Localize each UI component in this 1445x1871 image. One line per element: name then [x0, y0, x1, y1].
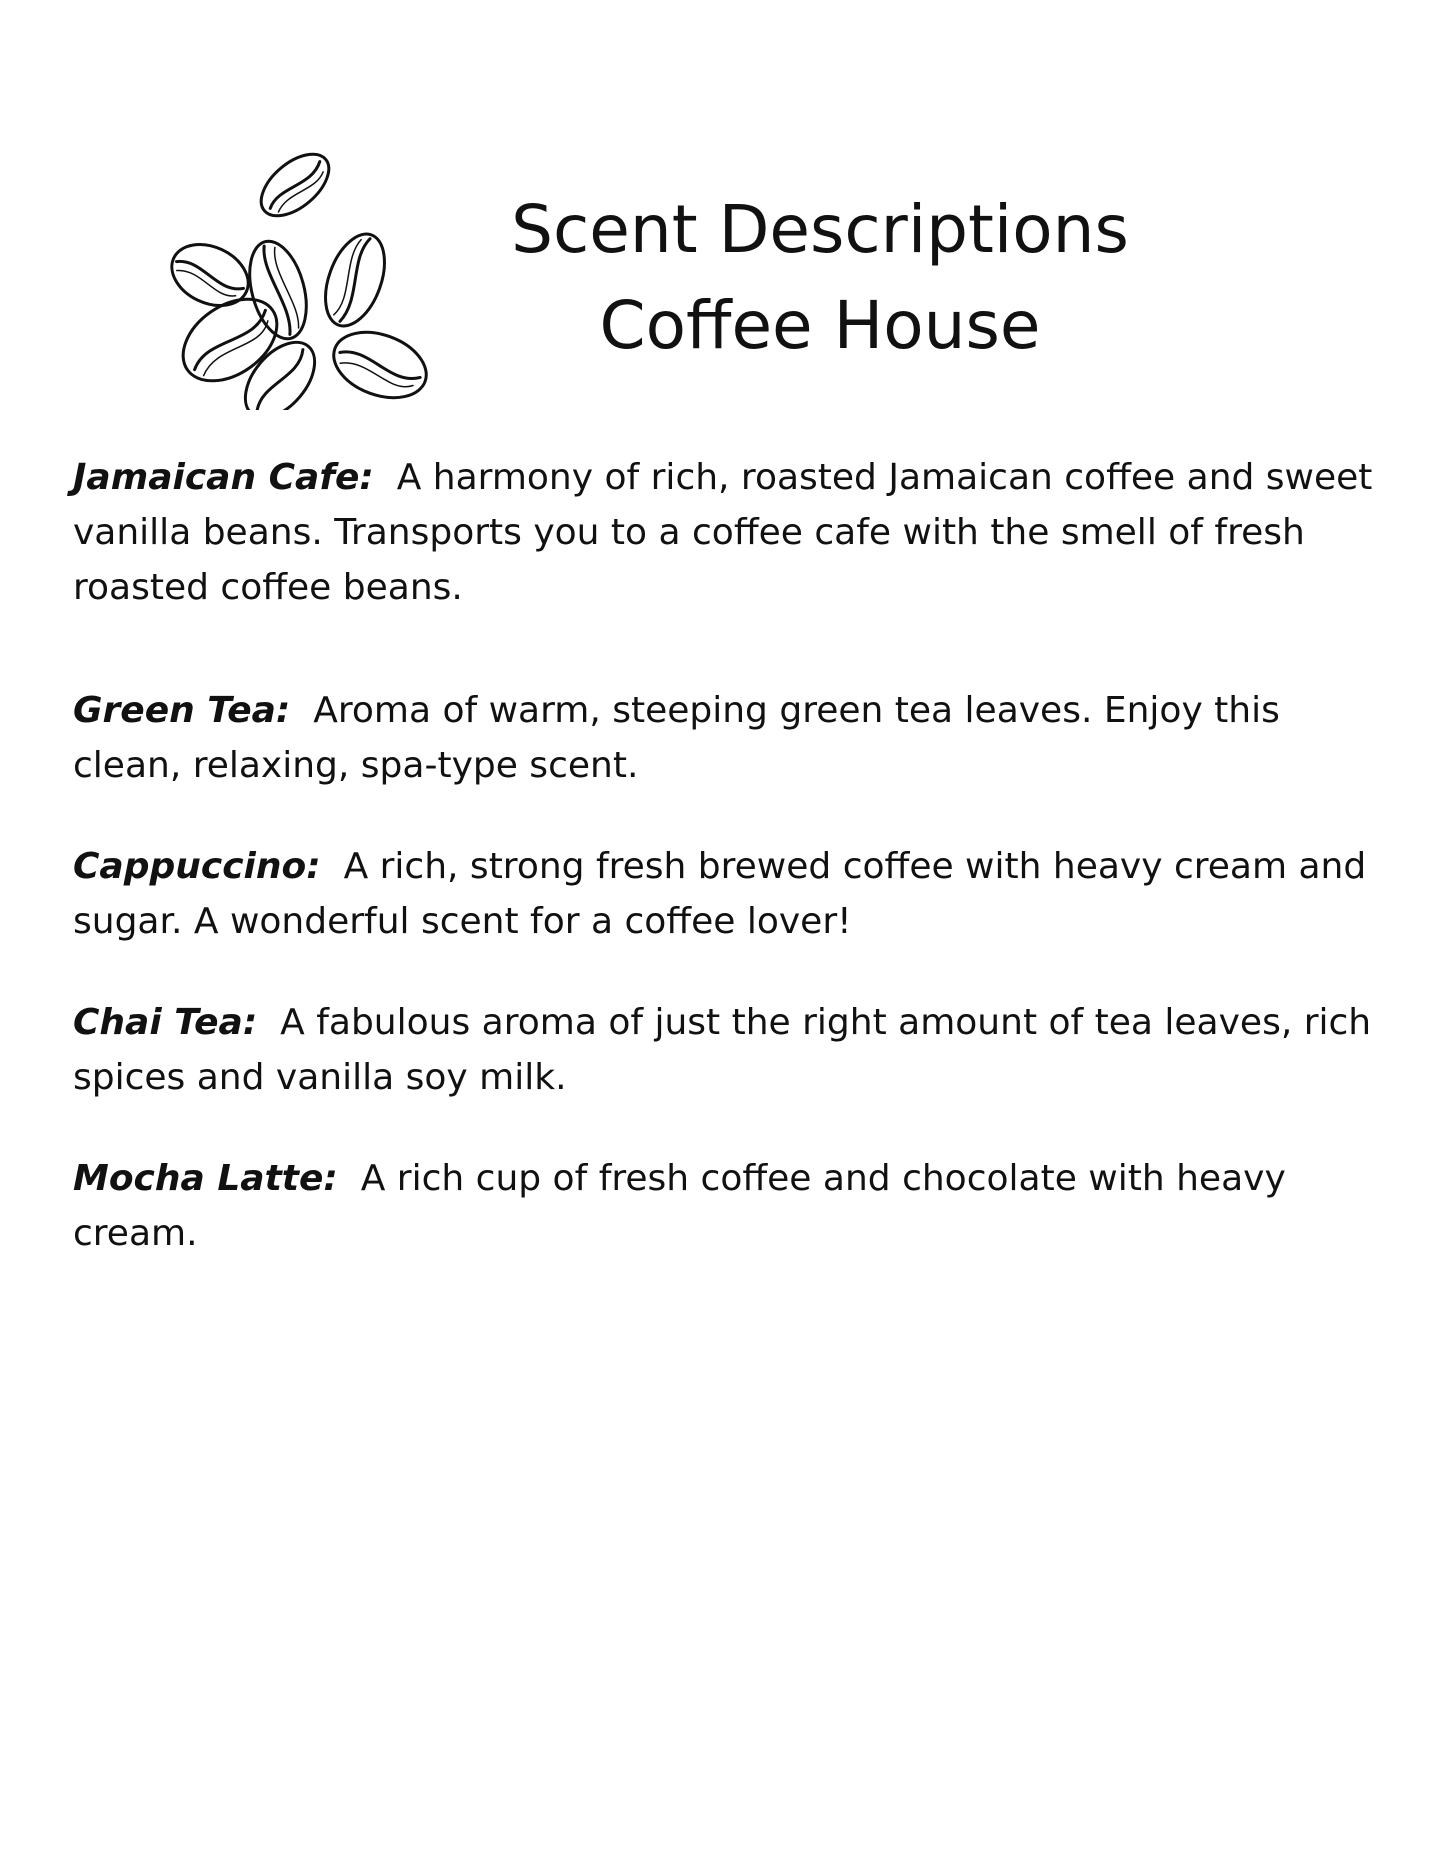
page-header: [0, 130, 1445, 420]
scent-name: Cappuccino:: [73, 846, 321, 887]
scent-description: Aroma of warm, steeping green tea leaves. Enjoy this clean, relaxing, spa-type scent.: [73, 690, 1280, 786]
scent-name: Mocha Latte:: [73, 1158, 338, 1199]
scent-item-cappuccino: [73, 839, 1393, 949]
scent-description: A harmony of rich, roasted Jamaican coffee and sweet vanilla beans. Transports you to a coffee cafe with the smell of fresh roasted coffee beans.: [73, 457, 1373, 608]
title-line-2: Coffee House: [599, 287, 1041, 364]
scent-description: A rich cup of fresh coffee and chocolate with heavy cream.: [73, 1158, 1286, 1254]
scent-item-chai-tea: [73, 995, 1393, 1105]
scent-item-green-tea: [73, 683, 1393, 793]
coffee-beans-icon: [160, 140, 450, 410]
scent-item-jamaican-cafe: [73, 450, 1393, 615]
scent-name: Jamaican Cafe:: [73, 457, 374, 498]
scent-description: A rich, strong fresh brewed coffee with heavy cream and sugar. A wonderful scent for a coffee lover!: [73, 846, 1367, 942]
page-title: [460, 182, 1180, 374]
scent-list: [73, 450, 1393, 1261]
scent-description: A fabulous aroma of just the right amount of tea leaves, rich spices and vanilla soy milk.: [73, 1002, 1372, 1098]
title-line-1: Scent Descriptions: [511, 191, 1129, 268]
scent-name: Green Tea:: [73, 690, 291, 731]
scent-item-mocha-latte: [73, 1151, 1393, 1261]
scent-name: Chai Tea:: [73, 1002, 258, 1043]
